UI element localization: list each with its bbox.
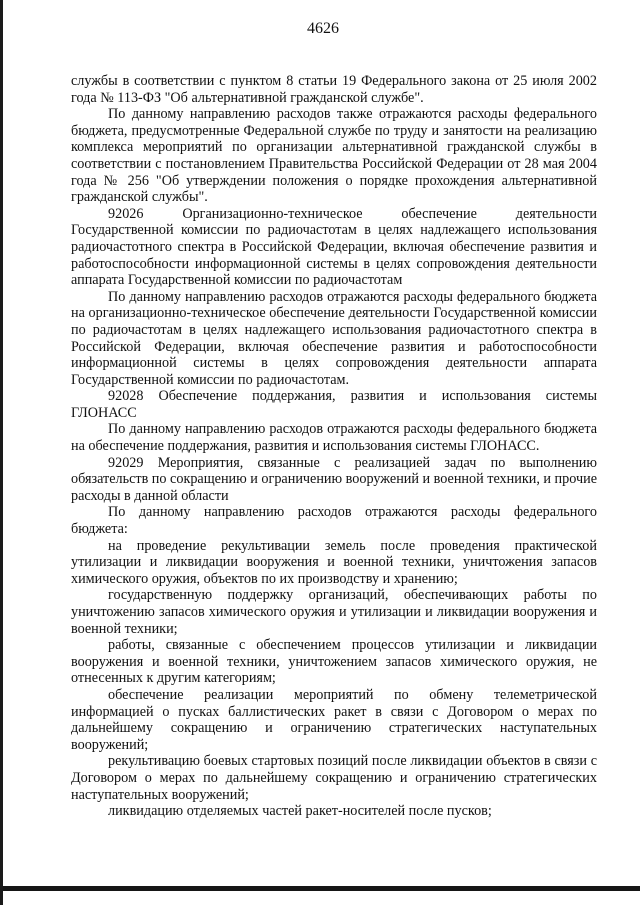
paragraph-code-92026: 92026 Организационно-техническое обеспечение деятельности Государственной комиссии по радиочастотам в целях надлежащего использования радиочастотного спектра в Российской Федерации, включая обеспечение развития и работоспособности информационной системы в целях сопровождения деятельности аппарата Государственной комиссии по радиочастотам xyxy=(71,205,597,289)
list-item-telemetry-exchange: обеспечение реализации мероприятий по обмену телеметрической информацией о пусках баллистических ракет в связи с Договором о мерах по дальнейшему сокращению и ограничению стратегических наступательных вооружений; xyxy=(71,686,597,753)
list-item-utilization-works: работы, связанные с обеспечением процессов утилизации и ликвидации вооружения и военной техники, уничтожением запасов химического оружия, не отнесенных к другим категориям; xyxy=(71,637,597,687)
paragraph-expenses-intro: По данному направлению расходов отражаются расходы федерального бюджета: xyxy=(71,504,597,538)
paragraph-code-92029: 92029 Мероприятия, связанные с реализацией задач по выполнению обязательств по сокращению и ограничению вооружений и военной техники, и прочие расходы в данной области xyxy=(71,454,597,504)
list-item-rocket-parts: ликвидацию отделяемых частей ракет-носителей после пусков; xyxy=(108,803,492,820)
list-item-state-support: государственную поддержку организаций, обеспечивающих работы по уничтожению запасов химического оружия и утилизации и ликвидации вооружения и военной техники; xyxy=(71,587,597,637)
scan-bottom-edge xyxy=(3,886,640,891)
document-body xyxy=(71,73,597,820)
list-item-land-recultivation: на проведение рекультивации земель после проведения практической утилизации и ликвидации вооружения и военной техники, уничтожения запасов химического оружия, объектов по их производству и хранению; xyxy=(71,537,597,587)
paragraph-expenses-glonass: По данному направлению расходов отражаются расходы федерального бюджета на обеспечение поддержания, развития и использования системы ГЛОНАСС. xyxy=(71,421,597,455)
page-number: 4626 xyxy=(307,20,339,37)
paragraph-continuation: службы в соответствии с пунктом 8 статьи 19 Федерального закона от 25 июля 2002 года № 113-ФЗ "Об альтернативной гражданской службе". xyxy=(71,73,597,106)
paragraph-expenses-labor-service: По данному направлению расходов также отражаются расходы федерального бюджета, предусмотренные Федеральной службе по труду и занятости на реализацию комплекса мероприятий по организации альтернативной гражданской службы в соответствии с постановлением Правительства Российской Федерации от 28 мая 2004 года № 256 "Об утверждении положения о порядке прохождения альтернативной гражданской службы". xyxy=(71,106,597,206)
paragraph-code-92028: 92028 Обеспечение поддержания, развития и использования системы ГЛОНАСС xyxy=(71,388,597,421)
list-item-launch-sites: рекультивацию боевых стартовых позиций после ликвидации объектов в связи с Договором о мерах по дальнейшему сокращению и ограничению стратегических наступательных вооружений; xyxy=(71,753,597,803)
paragraph-expenses-radio-commission: По данному направлению расходов отражаются расходы федерального бюджета на организационно-техническое обеспечение деятельности Государственной комиссии по радиочастотам в целях надлежащего использования радиочастотного спектра в Российской Федерации, включая обеспечение развития и работоспособности информационной системы в целях сопровождения деятельности аппарата Государственной комиссии по радиочастотам. xyxy=(71,288,597,388)
